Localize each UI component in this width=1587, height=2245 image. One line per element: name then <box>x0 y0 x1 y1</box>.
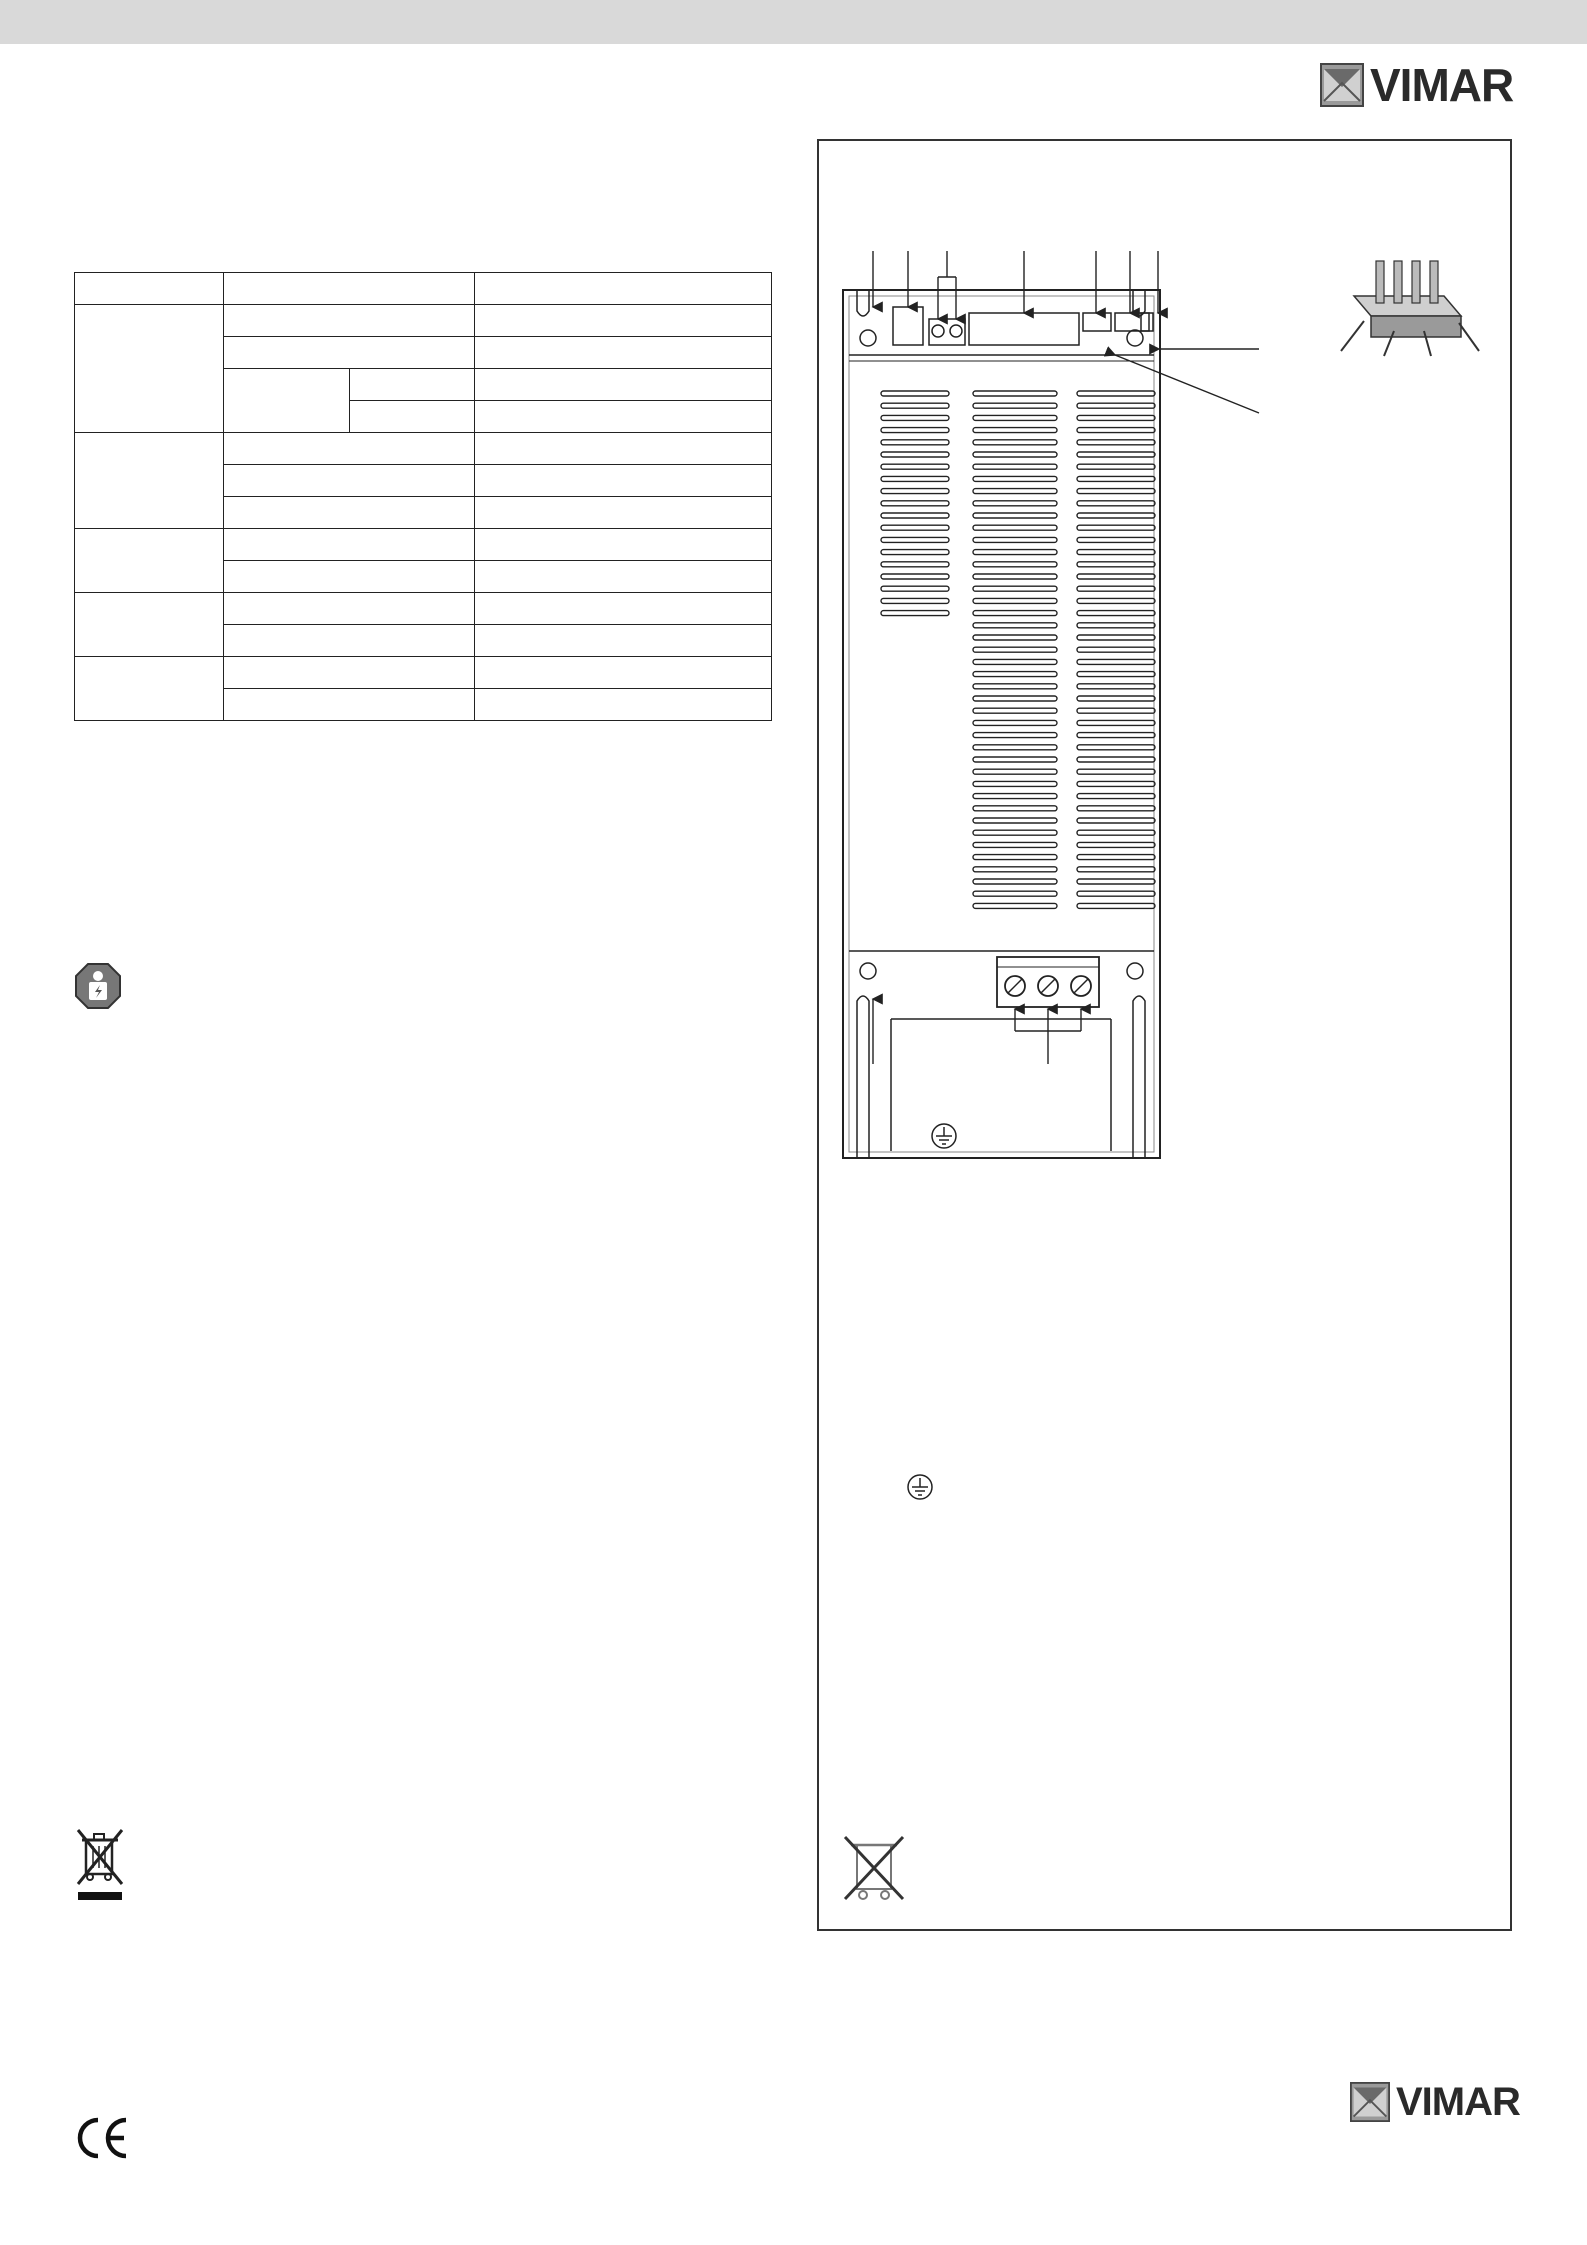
ce-mark-icon <box>74 2116 130 2160</box>
table-cell <box>223 337 475 369</box>
earth-ground-icon <box>908 1475 932 1499</box>
table-cell <box>223 305 475 337</box>
table-cell <box>223 657 475 689</box>
table-cell <box>475 401 772 433</box>
table-cell <box>475 689 772 721</box>
table-cell <box>349 401 475 433</box>
table-cell <box>475 657 772 689</box>
table-cell <box>475 561 772 593</box>
table-cell <box>475 593 772 625</box>
qualified-installer-icon <box>74 962 122 1010</box>
table-cell <box>223 433 475 465</box>
table-cell <box>223 497 475 529</box>
table-cell <box>475 529 772 561</box>
page-header-bar <box>0 0 1587 44</box>
brand-logo <box>1320 59 1514 111</box>
brand-logo-footer <box>1350 2082 1520 2122</box>
table-cell <box>75 593 224 657</box>
table-cell <box>223 465 475 497</box>
table-row <box>75 657 772 689</box>
table-cell <box>475 337 772 369</box>
table-cell <box>223 529 475 561</box>
table-cell <box>75 657 224 721</box>
table-cell <box>475 497 772 529</box>
specification-table <box>74 272 772 721</box>
table-row <box>75 593 772 625</box>
power-supply-diagram <box>819 141 1514 1933</box>
table-row <box>75 305 772 337</box>
brand-logo-text: VIMAR <box>1370 59 1514 111</box>
table-cell <box>223 593 475 625</box>
table-cell <box>75 433 224 529</box>
crossed-out-bin-icon <box>74 1828 126 1904</box>
table-cell <box>475 433 772 465</box>
table-cell <box>75 273 224 305</box>
installation-diagram-panel <box>817 139 1512 1931</box>
table-cell <box>223 369 349 433</box>
table-row <box>75 529 772 561</box>
table-cell <box>75 305 224 433</box>
brand-logo-text: VIMAR <box>1396 2080 1520 2124</box>
table-cell <box>475 369 772 401</box>
table-cell <box>475 305 772 337</box>
crossed-out-bin-icon <box>845 1837 903 1899</box>
connector-pins-icon <box>1341 261 1479 356</box>
vimar-logo-mark-icon <box>1320 63 1364 107</box>
table-cell <box>349 369 475 401</box>
table-cell <box>475 465 772 497</box>
table-cell <box>475 625 772 657</box>
table-row <box>75 273 772 305</box>
vimar-logo-mark-icon <box>1350 2082 1390 2122</box>
table-cell <box>223 561 475 593</box>
table-row <box>75 433 772 465</box>
table-cell <box>223 689 475 721</box>
table-cell <box>223 273 475 305</box>
table-cell <box>75 529 224 593</box>
table-cell <box>223 625 475 657</box>
table-cell <box>475 273 772 305</box>
